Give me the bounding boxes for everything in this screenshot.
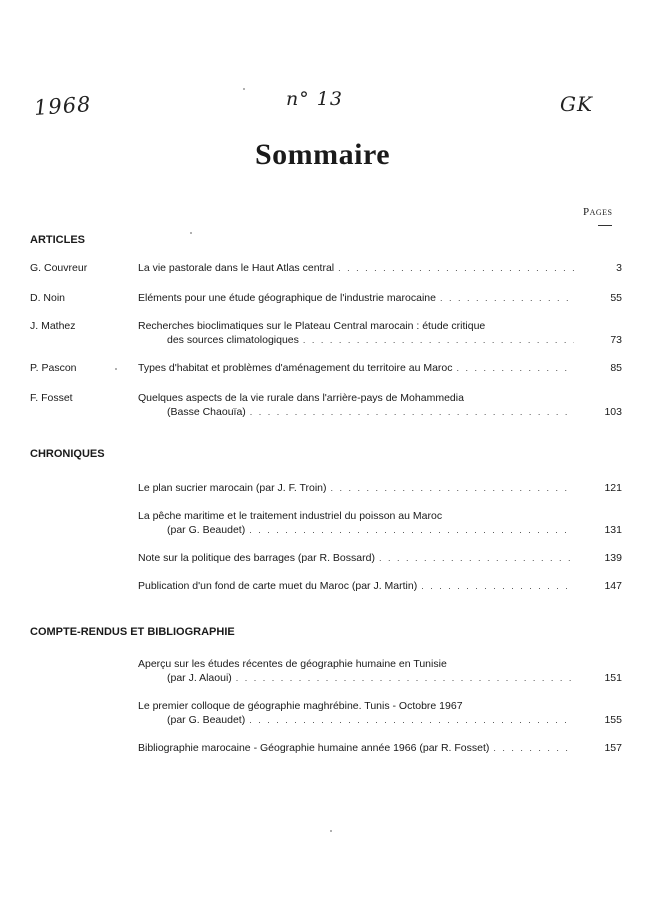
handwritten-issue-number: n° 13 [286, 88, 343, 110]
entry-page-number: 121 [604, 482, 622, 494]
entry-title-continuation: (par J. Alaoui) [167, 672, 232, 684]
entry-title: Aperçu sur les études récentes de géographie humaine en Tunisie [138, 658, 447, 670]
entry-page-number: 131 [604, 524, 622, 536]
entry-title: Le premier colloque de géographie maghrébine. Tunis - Octobre 1967 [138, 700, 463, 712]
entry-page-number: 103 [604, 406, 622, 418]
entry-page-number: 85 [610, 362, 622, 374]
entry-title: La vie pastorale dans le Haut Atlas central [138, 262, 335, 274]
scan-speck [190, 232, 192, 234]
scan-speck [243, 88, 245, 90]
handwritten-year: 1968 [33, 92, 93, 120]
entry-title: Publication d'un fond de carte muet du Maroc (par J. Martin) [138, 580, 418, 592]
handwritten-initials: GK [560, 92, 593, 116]
pages-column-label: Pages [583, 206, 613, 218]
entry-title: La pêche maritime et le traitement industriel du poisson au Maroc [138, 510, 443, 522]
entry-title: Note sur la politique des barrages (par R. Bossard) [138, 552, 375, 564]
entry-title-continuation: (par G. Beaudet) [167, 714, 246, 726]
entry-page-number: 55 [610, 292, 622, 304]
section-heading-compte-rendus: COMPTE-RENDUS ET BIBLIOGRAPHIE [30, 626, 235, 638]
entry-title-continuation: (par G. Beaudet) [167, 524, 246, 536]
entry-title: Bibliographie marocaine - Géographie humaine année 1966 (par R. Fosset) [138, 742, 490, 754]
section-heading-articles: ARTICLES [30, 234, 85, 246]
entry-page-number: 155 [604, 714, 622, 726]
entry-title: Eléments pour une étude géographique de l'industrie marocaine [138, 292, 436, 304]
page-title: Sommaire [254, 138, 391, 171]
entry-page-number: 147 [604, 580, 622, 592]
entry-author: P. Pascon [30, 362, 77, 374]
section-heading-chroniques: CHRONIQUES [30, 448, 105, 460]
entry-title: Types d'habitat et problèmes d'aménagement du territoire au Maroc [138, 362, 453, 374]
scan-speck [330, 830, 332, 832]
entry-title: Recherches bioclimatiques sur le Plateau Central marocain : étude critique [138, 320, 486, 332]
entry-page-number: 151 [604, 672, 622, 684]
entry-title-continuation: des sources climatologiques [167, 334, 299, 346]
entry-page-number: 157 [604, 742, 622, 754]
entry-page-number: 139 [604, 552, 622, 564]
entry-title-continuation: (Basse Chaouïa) [167, 406, 246, 418]
entry-title: Quelques aspects de la vie rurale dans l'arrière-pays de Mohammedia [138, 392, 464, 404]
entry-author: D. Noin [30, 292, 66, 304]
pages-underline [598, 225, 612, 226]
entry-title: Le plan sucrier marocain (par J. F. Troin) [138, 482, 327, 494]
scan-speck [115, 368, 117, 370]
entry-page-number: 3 [616, 262, 622, 274]
entry-author: J. Mathez [30, 320, 76, 332]
entry-author: G. Couvreur [30, 262, 88, 274]
entry-author: F. Fosset [30, 392, 73, 404]
entry-page-number: 73 [610, 334, 622, 346]
